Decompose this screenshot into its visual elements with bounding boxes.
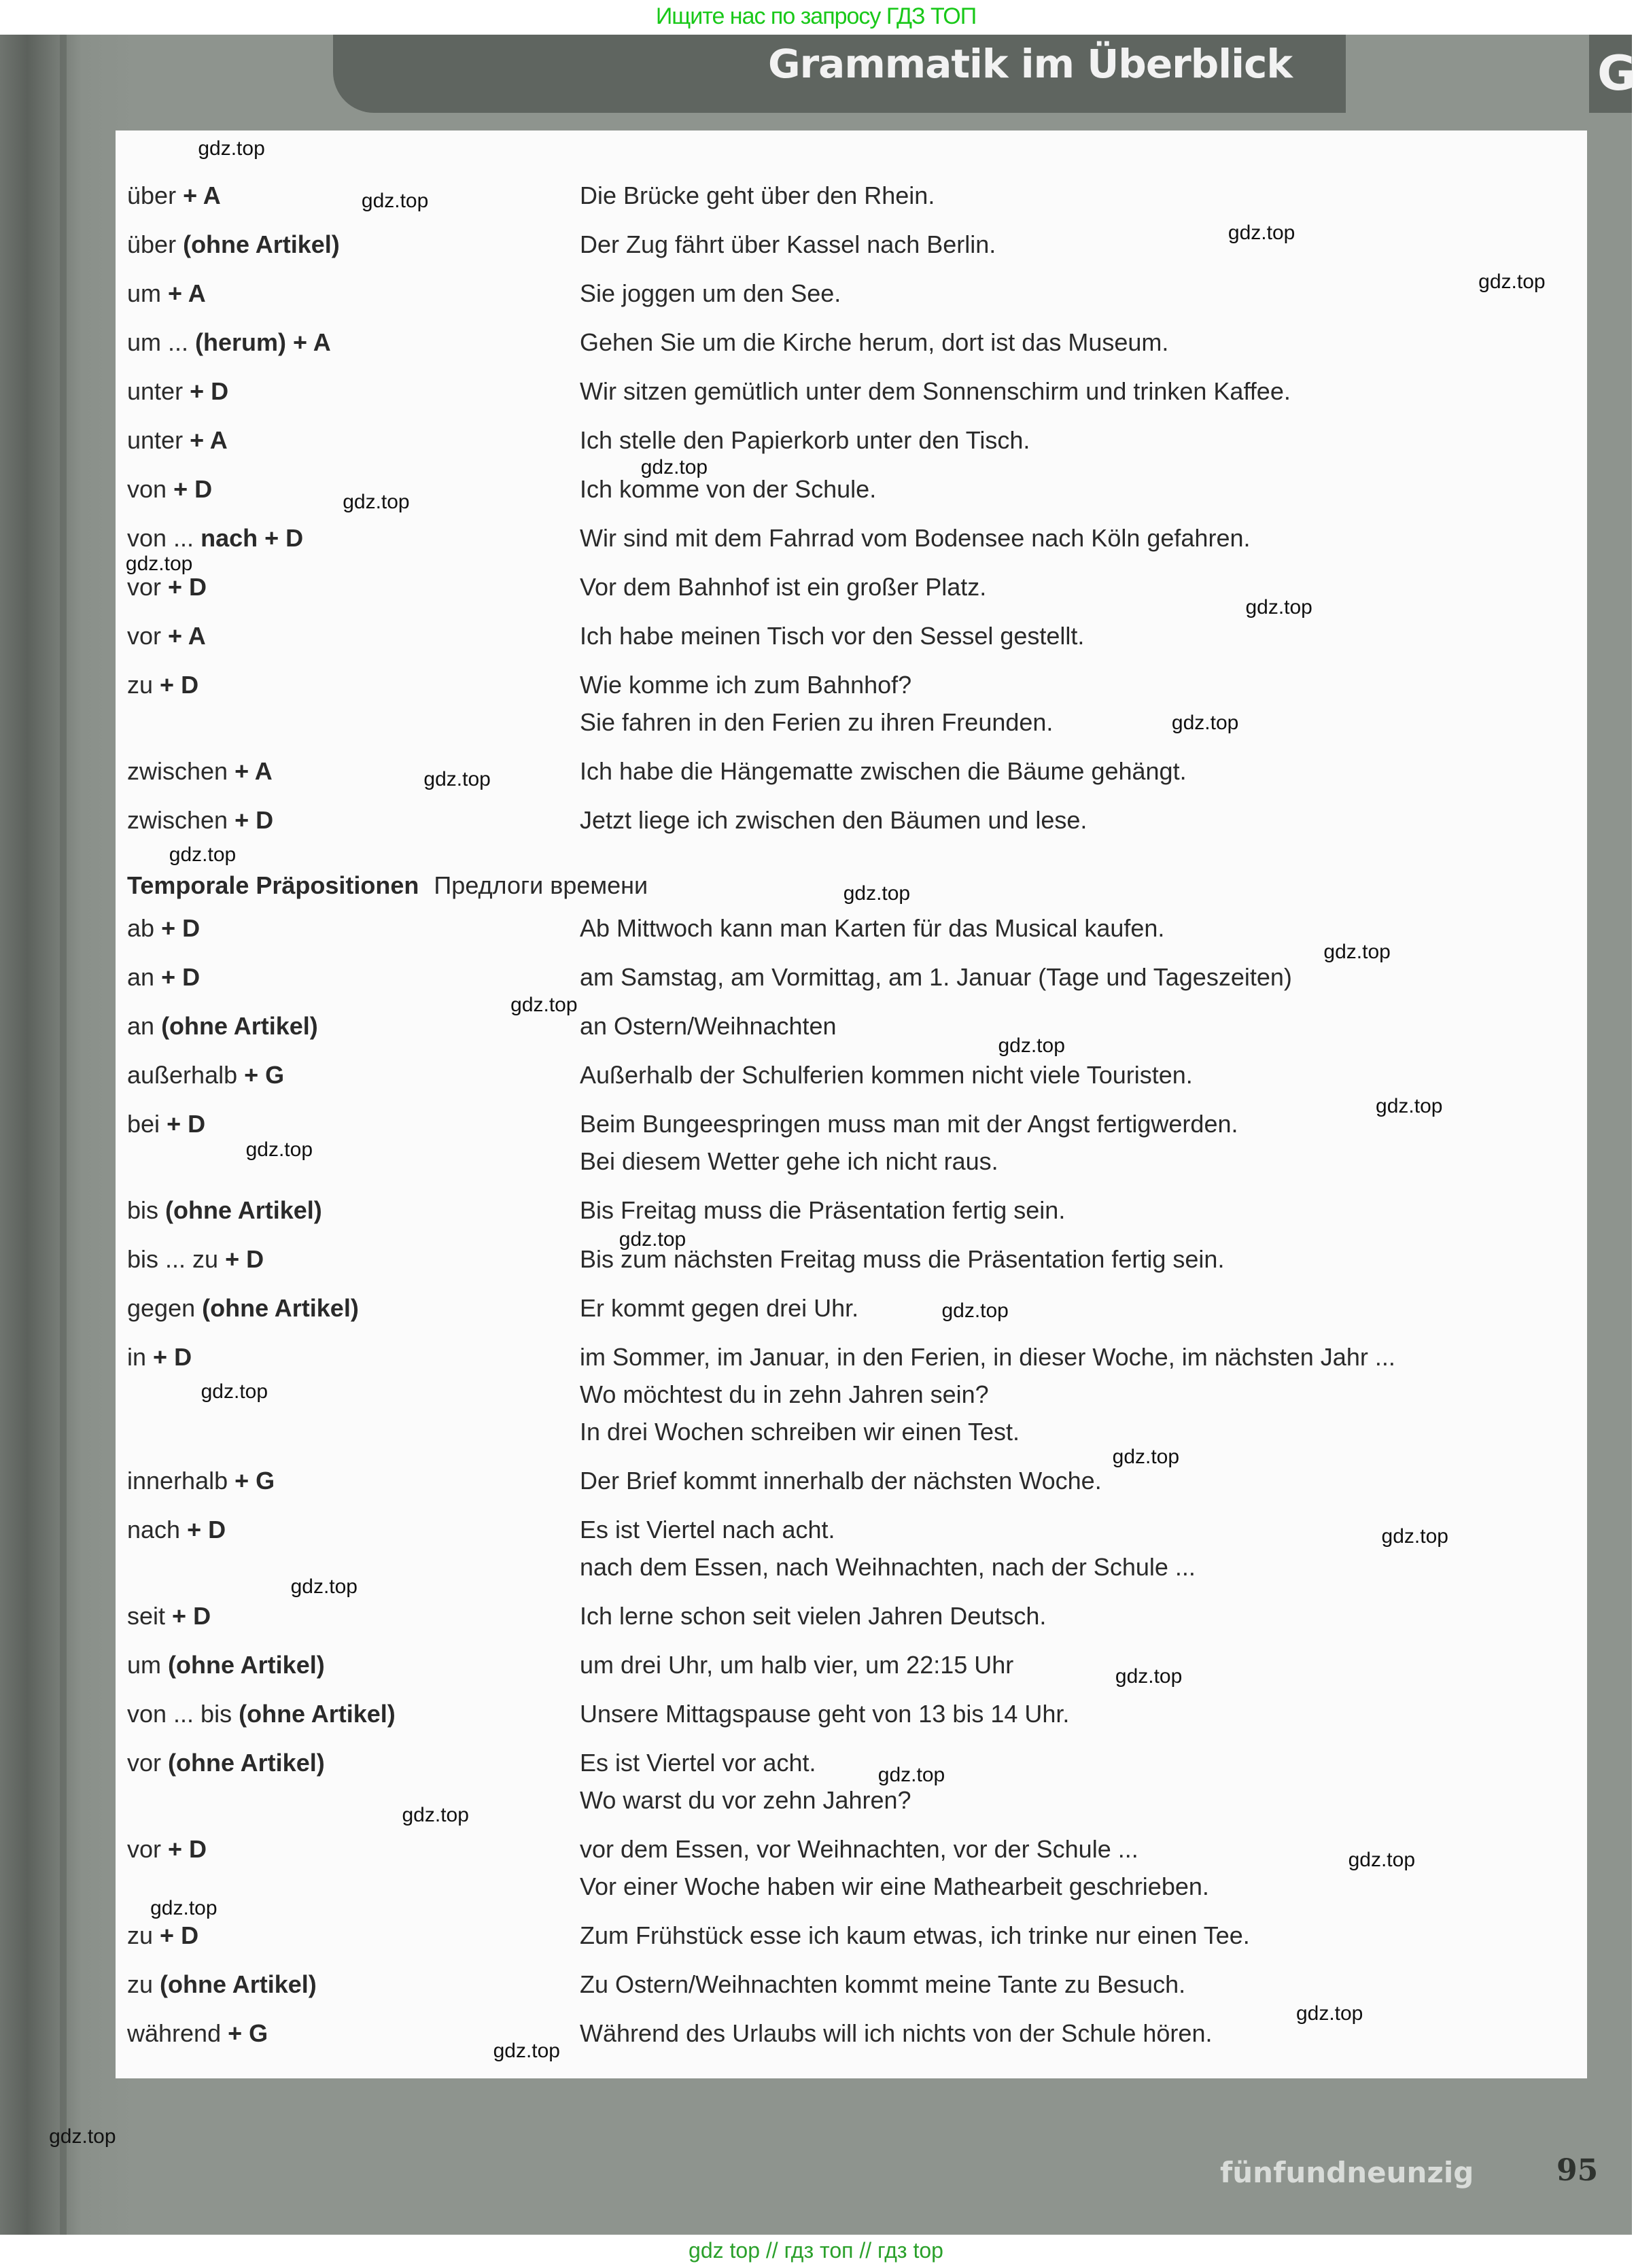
example-sentence: Die Brücke geht über den Rhein.	[580, 181, 935, 209]
preposition-word: vor	[127, 1835, 162, 1863]
preposition-case: + G	[228, 2019, 268, 2047]
preposition	[127, 1240, 264, 1278]
examples	[580, 1289, 1632, 1327]
preposition-case: (ohne Artikel)	[161, 1012, 318, 1040]
page-number: 95	[1556, 2153, 1599, 2188]
preposition-case: + G	[244, 1061, 285, 1089]
table-row	[0, 470, 1632, 519]
preposition-word: über	[127, 181, 177, 209]
table-row	[0, 372, 1632, 421]
example-sentence: im Sommer, im Januar, in den Ferien, in dieser Woche, im nächsten Jahr ...	[580, 1343, 1395, 1371]
examples	[580, 801, 1632, 839]
page-title: Grammatik im Überblick	[767, 41, 1292, 87]
watermark: gdz.top	[1245, 596, 1312, 618]
examples	[580, 1966, 1632, 2003]
preposition	[127, 1462, 275, 1499]
table-row	[0, 666, 1632, 752]
preposition-case: + A	[168, 622, 206, 650]
temporal-prepositions	[0, 909, 1632, 2063]
preposition	[127, 1695, 396, 1732]
preposition	[127, 1917, 198, 1954]
watermark: gdz.top	[1171, 712, 1239, 735]
watermark: gdz.top	[198, 137, 265, 160]
preposition-case: (ohne Artikel)	[239, 1700, 396, 1728]
table-row	[0, 1289, 1632, 1338]
examples	[580, 1511, 1632, 1586]
preposition-case: + D	[161, 963, 201, 991]
table-row	[0, 1966, 1632, 2014]
section-heading-temporal	[0, 867, 1632, 904]
preposition-case: (ohne Artikel)	[160, 1970, 317, 1998]
table-row	[0, 801, 1632, 850]
example-sentence: Bei diesem Wetter gehe ich nicht raus.	[580, 1147, 998, 1175]
example-sentence: Wo warst du vor zehn Jahren?	[580, 1786, 911, 1814]
preposition-word: bis	[127, 1196, 159, 1224]
watermark: gdz.top	[49, 2125, 116, 2148]
example-sentence: In drei Wochen schreiben wir einen Test.	[580, 1418, 1020, 1446]
preposition-case: nach + D	[201, 524, 304, 552]
example-sentence: Beim Bungeespringen muss man mit der Angst fertigwerden.	[580, 1110, 1238, 1138]
section-tab: G	[1589, 35, 1632, 113]
watermark: gdz.top	[201, 1380, 268, 1403]
example-sentence: Es ist Viertel nach acht.	[580, 1516, 835, 1543]
preposition-case: + D	[173, 475, 213, 503]
preposition-case: + D	[160, 671, 199, 699]
preposition-word: unter	[127, 377, 184, 405]
preposition-word: zwischen	[127, 806, 228, 834]
watermark: gdz.top	[619, 1228, 686, 1251]
example-sentence: Ich komme von der Schule.	[580, 475, 877, 503]
examples	[580, 421, 1632, 459]
examples	[580, 1007, 1632, 1045]
preposition-word: unter	[127, 426, 184, 454]
watermark: gdz.top	[150, 1896, 217, 1919]
preposition-case: + D	[234, 806, 274, 834]
preposition-case: + D	[225, 1245, 264, 1273]
examples	[580, 1830, 1632, 1905]
table-row	[0, 324, 1632, 372]
watermark: gdz.top	[640, 455, 708, 478]
example-sentence: Gehen Sie um die Kirche herum, dort ist das Museum.	[580, 328, 1169, 356]
watermark: gdz.top	[125, 553, 193, 576]
example-sentence: Zu Ostern/Weihnachten kommt meine Tante zu Besuch.	[580, 1970, 1186, 1998]
preposition-word: während	[127, 2019, 222, 2047]
preposition-word: um ...	[127, 328, 189, 356]
examples	[580, 1240, 1632, 1278]
examples	[580, 1646, 1632, 1683]
preposition-word: zu	[127, 1921, 154, 1949]
example-sentence: Der Zug fährt über Kassel nach Berlin.	[580, 230, 996, 258]
examples	[580, 1695, 1632, 1732]
preposition	[127, 1056, 284, 1094]
examples	[580, 666, 1632, 741]
watermark: gdz.top	[877, 1763, 945, 1786]
preposition-case: + A	[183, 181, 221, 209]
example-sentence: vor dem Essen, vor Weihnachten, vor der Schule ...	[580, 1835, 1138, 1863]
watermark: gdz.top	[493, 2040, 561, 2063]
example-sentence: Ich habe die Hängematte zwischen die Bäume gehängt.	[580, 757, 1187, 785]
preposition	[127, 1007, 318, 1045]
preposition-case: (herum) + A	[195, 328, 331, 356]
preposition-table	[0, 177, 1632, 2063]
table-row	[0, 226, 1632, 275]
examples	[580, 752, 1632, 790]
preposition-case: + D	[167, 1110, 206, 1138]
table-row	[0, 568, 1632, 617]
table-row	[0, 1240, 1632, 1289]
preposition	[127, 2014, 268, 2052]
example-sentence: Ich habe meinen Tisch vor den Sessel gestellt.	[580, 622, 1085, 650]
examples	[580, 568, 1632, 606]
preposition	[127, 666, 198, 703]
table-row	[0, 1744, 1632, 1830]
top-banner-text: Ищите нас по запросу ГДЗ ТОП	[655, 3, 977, 29]
preposition-case: + D	[168, 573, 207, 601]
preposition-case: + D	[172, 1602, 211, 1630]
examples	[580, 1917, 1632, 1954]
preposition-case: + D	[153, 1343, 192, 1371]
examples	[580, 2014, 1632, 2052]
examples	[580, 226, 1632, 263]
example-sentence: Er kommt gegen drei Uhr.	[580, 1294, 859, 1322]
examples	[580, 1338, 1632, 1450]
example-sentence: Bis Freitag muss die Präsentation fertig sein.	[580, 1196, 1066, 1224]
table-row	[0, 1462, 1632, 1511]
example-sentence: Während des Urlaubs will ich nichts von der Schule hören.	[580, 2019, 1213, 2047]
preposition	[127, 1105, 205, 1142]
watermark: gdz.top	[169, 843, 237, 866]
table-row	[0, 177, 1632, 226]
preposition	[127, 226, 340, 263]
watermark: gdz.top	[290, 1575, 358, 1599]
preposition-case: + A	[190, 426, 228, 454]
example-sentence: Vor dem Bahnhof ist ein großer Platz.	[580, 573, 987, 601]
table-row	[0, 1191, 1632, 1240]
preposition	[127, 519, 303, 557]
examples	[580, 617, 1632, 655]
preposition-word: gegen	[127, 1294, 196, 1322]
example-sentence: nach dem Essen, nach Weihnachten, nach der Schule ...	[580, 1553, 1196, 1581]
preposition	[127, 1191, 322, 1229]
preposition	[127, 324, 331, 361]
preposition	[127, 1744, 325, 1781]
preposition	[127, 1289, 359, 1327]
preposition-word: in	[127, 1343, 147, 1371]
preposition-case: + D	[168, 1835, 207, 1863]
preposition-case: + D	[187, 1516, 226, 1543]
example-sentence: Jetzt liege ich zwischen den Bäumen und lese.	[580, 806, 1087, 834]
examples	[580, 1191, 1632, 1229]
preposition	[127, 1338, 192, 1376]
preposition	[127, 177, 221, 214]
preposition-word: von ... bis	[127, 1700, 232, 1728]
watermark: gdz.top	[1348, 1849, 1416, 1872]
watermark: gdz.top	[1381, 1524, 1448, 1548]
example-sentence: Sie joggen um den See.	[580, 279, 841, 307]
preposition-case: + A	[234, 757, 273, 785]
section-title: Temporale Präpositionen	[127, 871, 419, 899]
preposition	[127, 1511, 226, 1548]
preposition-word: vor	[127, 1749, 162, 1777]
top-banner	[0, 0, 1632, 35]
preposition-word: zwischen	[127, 757, 228, 785]
preposition-case: + D	[160, 1921, 199, 1949]
watermark: gdz.top	[245, 1138, 313, 1162]
watermark: gdz.top	[1228, 221, 1295, 244]
preposition-case: (ohne Artikel)	[165, 1196, 322, 1224]
preposition	[127, 801, 273, 839]
preposition-word: von	[127, 475, 167, 503]
table-row	[0, 617, 1632, 666]
table-row	[0, 519, 1632, 568]
preposition-word: vor	[127, 622, 162, 650]
table-row	[0, 1646, 1632, 1695]
watermark: gdz.top	[1115, 1665, 1183, 1688]
example-sentence: Wo möchtest du in zehn Jahren sein?	[580, 1380, 989, 1408]
example-sentence: am Samstag, am Vormittag, am 1. Januar (Tage und Tageszeiten)	[580, 963, 1292, 991]
example-sentence: Bis zum nächsten Freitag muss die Präsentation fertig sein.	[580, 1245, 1225, 1273]
examples	[580, 177, 1632, 214]
preposition	[127, 275, 206, 312]
preposition-word: von ...	[127, 524, 194, 552]
preposition	[127, 421, 228, 459]
preposition-word: an	[127, 963, 155, 991]
preposition-word: seit	[127, 1602, 166, 1630]
preposition-word: zu	[127, 671, 154, 699]
table-row	[0, 1695, 1632, 1744]
examples	[580, 1597, 1632, 1635]
preposition-word: um	[127, 1651, 162, 1679]
preposition-case: (ohne Artikel)	[183, 230, 340, 258]
preposition-word: über	[127, 230, 177, 258]
table-row	[0, 421, 1632, 470]
preposition-word: bis ... zu	[127, 1245, 219, 1273]
preposition-word: an	[127, 1012, 155, 1040]
preposition-word: um	[127, 279, 162, 307]
preposition	[127, 1646, 325, 1683]
preposition-case: + G	[234, 1467, 275, 1495]
bottom-banner	[0, 2235, 1632, 2268]
watermark: gdz.top	[343, 490, 410, 513]
preposition	[127, 1830, 207, 1868]
example-sentence: Außerhalb der Schulferien kommen nicht viele Touristen.	[580, 1061, 1193, 1089]
example-sentence: Es ist Viertel vor acht.	[580, 1749, 816, 1777]
preposition	[127, 958, 200, 996]
example-sentence: Ab Mittwoch kann man Karten für das Musical kaufen.	[580, 914, 1165, 942]
preposition-word: nach	[127, 1516, 181, 1543]
table-row	[0, 2014, 1632, 2063]
preposition-case: + D	[190, 377, 229, 405]
examples	[580, 909, 1632, 947]
table-row	[0, 1830, 1632, 1917]
preposition	[127, 909, 200, 947]
preposition-case: + A	[168, 279, 206, 307]
example-sentence: Ich lerne schon seit vielen Jahren Deutsch.	[580, 1602, 1047, 1630]
examples	[580, 1744, 1632, 1819]
bottom-banner-text: gdz top // гдз топ // гдз top	[689, 2238, 943, 2263]
example-sentence: Wie komme ich zum Bahnhof?	[580, 671, 912, 699]
examples	[580, 372, 1632, 410]
preposition	[127, 470, 212, 508]
example-sentence: Wir sitzen gemütlich unter dem Sonnenschirm und trinken Kaffee.	[580, 377, 1291, 405]
examples	[580, 470, 1632, 508]
table-row	[0, 752, 1632, 801]
example-sentence: um drei Uhr, um halb vier, um 22:15 Uhr	[580, 1651, 1014, 1679]
preposition-word: bei	[127, 1110, 160, 1138]
examples	[580, 324, 1632, 361]
preposition	[127, 617, 206, 655]
example-sentence: Vor einer Woche haben wir eine Mathearbeit geschrieben.	[580, 1872, 1209, 1900]
watermark: gdz.top	[998, 1034, 1065, 1057]
preposition-case: (ohne Artikel)	[202, 1294, 359, 1322]
table-row	[0, 1917, 1632, 1966]
table-row	[0, 1007, 1632, 1056]
examples	[580, 1105, 1632, 1180]
examples	[580, 1462, 1632, 1499]
example-sentence: Unsere Mittagspause geht von 13 bis 14 Uhr.	[580, 1700, 1070, 1728]
example-sentence: Sie fahren in den Ferien zu ihren Freunden.	[580, 708, 1054, 736]
watermark: gdz.top	[1112, 1445, 1180, 1468]
page-number-word: fünfundneunzig	[1220, 2156, 1474, 2189]
examples	[580, 1056, 1632, 1094]
preposition-case: (ohne Artikel)	[168, 1749, 325, 1777]
table-row	[0, 958, 1632, 1007]
table-row	[0, 1511, 1632, 1597]
preposition	[127, 752, 273, 790]
watermark: gdz.top	[1323, 940, 1391, 963]
preposition-case: + D	[161, 914, 201, 942]
preposition	[127, 372, 228, 410]
examples	[580, 519, 1632, 557]
preposition-case: (ohne Artikel)	[168, 1651, 325, 1679]
examples	[580, 958, 1632, 996]
watermark: gdz.top	[361, 189, 429, 212]
preposition-word: zu	[127, 1970, 154, 1998]
watermark: gdz.top	[402, 1804, 469, 1827]
local-prepositions	[0, 177, 1632, 850]
example-sentence: Der Brief kommt innerhalb der nächsten Woche.	[580, 1467, 1102, 1495]
preposition-word: innerhalb	[127, 1467, 228, 1495]
watermark: gdz.top	[510, 994, 578, 1017]
table-row	[0, 275, 1632, 324]
preposition-word: außerhalb	[127, 1061, 238, 1089]
preposition	[127, 1966, 317, 2003]
example-sentence: Zum Frühstück esse ich kaum etwas, ich trinke nur einen Tee.	[580, 1921, 1250, 1949]
preposition	[127, 1597, 211, 1635]
watermark: gdz.top	[843, 882, 911, 905]
watermark: gdz.top	[1376, 1095, 1443, 1118]
section-translation: Предлоги времени	[434, 871, 648, 899]
examples	[580, 275, 1632, 312]
watermark: gdz.top	[1478, 271, 1546, 294]
table-row	[0, 1597, 1632, 1646]
watermark: gdz.top	[1295, 2002, 1363, 2025]
preposition-word: vor	[127, 573, 162, 601]
example-sentence: Ich stelle den Papierkorb unter den Tisch.	[580, 426, 1030, 454]
example-sentence: Wir sind mit dem Fahrrad vom Bodensee nach Köln gefahren.	[580, 524, 1251, 552]
watermark: gdz.top	[423, 768, 491, 791]
watermark: gdz.top	[941, 1299, 1009, 1322]
example-sentence: an Ostern/Weihnachten	[580, 1012, 837, 1040]
preposition-word: ab	[127, 914, 155, 942]
